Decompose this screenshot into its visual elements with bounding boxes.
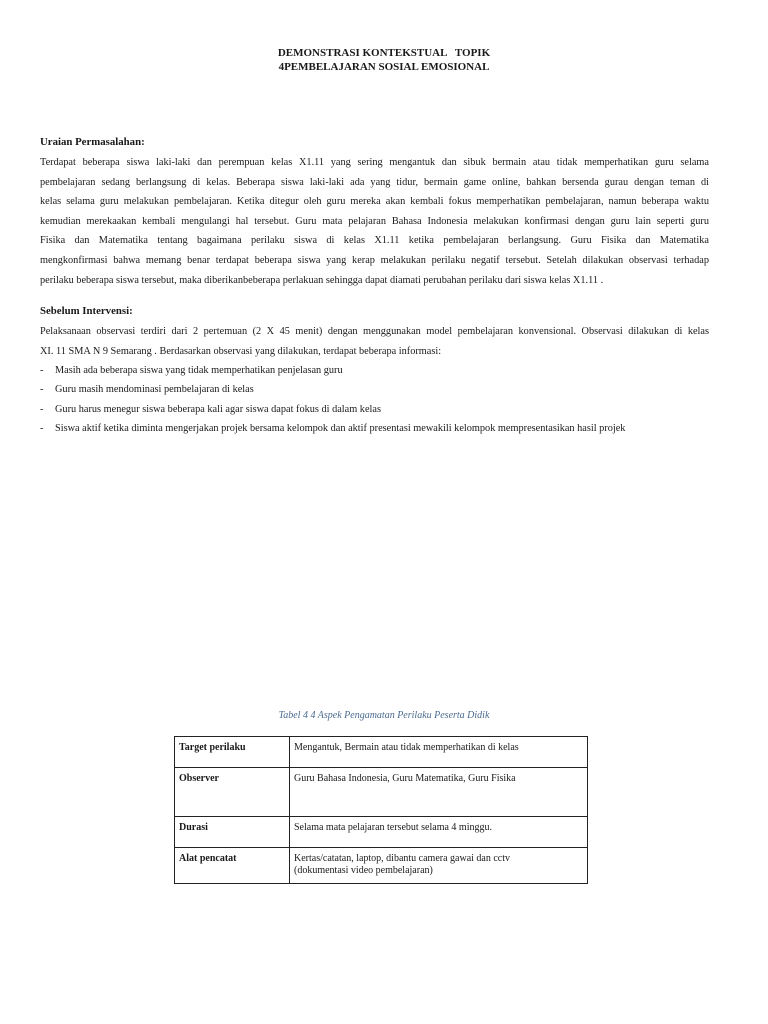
table-caption: Tabel 4 4 Aspek Pengamatan Perilaku Peserta Didik	[278, 710, 490, 721]
bullet-item	[40, 419, 709, 438]
row-label: Durasi	[175, 817, 290, 848]
sebelum-line: Pelaksanaan observasi terdiri dari 2 pertemuan (2 X 45 menit) dengan menggunakan model pembelajaran konvensional. Observasi dilakukan di kelas	[40, 326, 709, 337]
bullet-text: Masih ada beberapa siswa yang tidak memperhatikan penjelasan guru	[55, 365, 343, 377]
sebelum-section	[40, 304, 709, 438]
table-row	[175, 848, 588, 884]
row-label: Alat pencatat	[175, 848, 290, 884]
title-line-2: 4PEMBELAJARAN SOSIAL EMOSIONAL	[278, 61, 490, 73]
bullet-dash: -	[40, 403, 44, 415]
table-row	[175, 768, 588, 817]
uraian-section	[40, 135, 709, 290]
uraian-heading: Uraian Permasalahan:	[40, 136, 145, 148]
title-line-1: DEMONSTRASI KONTEKSTUAL TOPIK	[277, 47, 491, 59]
sebelum-heading: Sebelum Intervensi:	[40, 305, 133, 317]
uraian-line: pembelajaran sedang berlangsung di kelas. Beberapa siswa laki-laki ada yang tidur, bermain game online, bahkan bersenda gurau dengan teman di	[40, 176, 709, 188]
bullet-dash: -	[40, 423, 44, 435]
uraian-line: kemudian merekaakan kembali mengulangi hal tersebut. Guru mata pelajaran Bahasa Indonesia melakukan konfirmasi dengan guru lain seperti guru	[40, 215, 709, 227]
aspect-table	[174, 736, 588, 884]
uraian-line: Terdapat beberapa siswa laki-laki dan perempuan kelas X1.11 yang sering mengantuk dan sibuk bermain atau tidak memperhatikan guru selama	[40, 157, 709, 168]
uraian-line: mengkonfirmasi bahwa memang benar terdapat beberapa siswa yang kerap melakukan perilaku negatif tersebut. Setelah dilakukan observasi terhadap	[40, 254, 709, 266]
bullet-text: Guru masih mendominasi pembelajaran di kelas	[55, 384, 254, 396]
bullet-text: Guru harus menegur siswa beberapa kali agar siswa dapat fokus di dalam kelas	[55, 403, 381, 415]
bullet-item	[40, 400, 709, 419]
bullet-text: Siswa aktif ketika diminta mengerjakan projek bersama kelompok dan aktif presentasi mewakili kelompok mempresentasikan hasil projek	[55, 423, 626, 435]
row-value-line: Kertas/catatan, laptop, dibantu camera gawai dan cctv	[294, 853, 511, 864]
sebelum-line: XI. 11 SMA N 9 Semarang . Berdasarkan observasi yang dilakukan, terdapat beberapa informasi:	[40, 345, 442, 357]
row-value: Guru Bahasa Indonesia, Guru Matematika, Guru Fisika	[290, 768, 588, 817]
row-value-line: (dokumentasi video pembelajaran)	[294, 865, 433, 876]
uraian-line: kelas selama guru melakukan pembelajaran. Ketika ditegur oleh guru mereka akan kembali fokus memperhatikan pembelajaran, namun beberapa waktu	[40, 196, 709, 208]
table-row	[175, 737, 588, 768]
document-title	[0, 46, 768, 74]
uraian-line: perilaku beberapa siswa tersebut, maka diberikanbeberapa perlakuan sehingga dapat diamati perubahan perilaku dari siswa kelas X1.11 .	[40, 274, 604, 286]
bullet-dash: -	[40, 384, 44, 396]
row-label: Observer	[175, 768, 290, 817]
bullet-dash: -	[40, 365, 44, 377]
uraian-line: Fisika dan Matematika tentang bagaimana perilaku siswa di kelas X1.11 ketika pembelajaran berlangsung. Guru Fisika dan Matematika	[40, 235, 709, 247]
bullet-item	[40, 380, 709, 399]
row-label: Target perilaku	[175, 737, 290, 768]
row-value	[290, 848, 588, 884]
table-row	[175, 817, 588, 848]
row-value: Selama mata pelajaran tersebut selama 4 minggu.	[290, 817, 588, 848]
bullet-item	[40, 361, 709, 380]
row-value: Mengantuk, Bermain atau tidak memperhatikan di kelas	[290, 737, 588, 768]
